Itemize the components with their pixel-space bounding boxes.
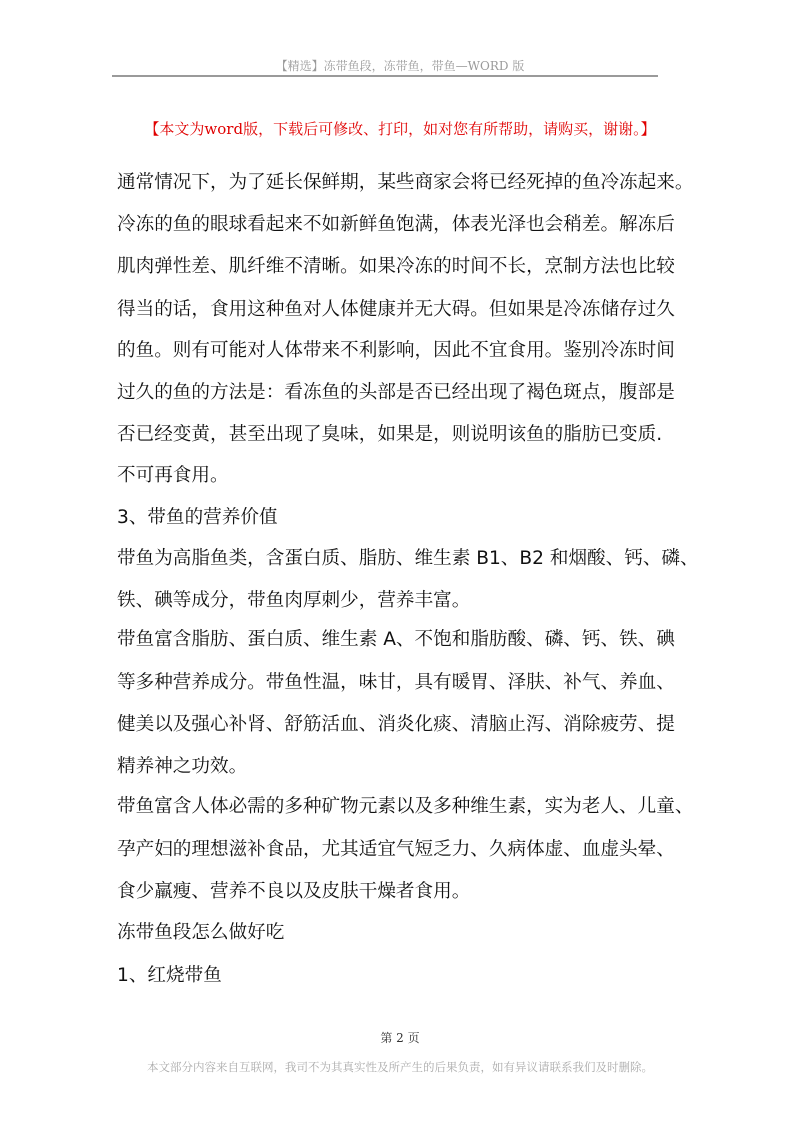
body-text-line: 冻带鱼段怎么做好吃: [117, 922, 285, 943]
body-text-line: 孕产妇的理想滋补食品，尤其适宜气短乏力、久病体虚、血虚头晕、: [117, 839, 675, 860]
page-header: 【精选】冻带鱼段，冻带鱼，带鱼—WORD 版: [275, 59, 525, 73]
page-number: 第 2 页: [380, 1031, 420, 1045]
body-text-line: 精养神之功效。: [117, 756, 248, 777]
body-text-line: 肌肉弹性差、肌纤维不清晰。如果冷冻的时间不长，烹制方法也比较: [117, 256, 675, 277]
body-text-line: 过久的鱼的方法是：看冻鱼的头部是否已经出现了褐色斑点，腹部是: [117, 382, 675, 403]
body-text-line: 不可再食用。: [117, 465, 229, 486]
body-text-line: 得当的话，食用这种鱼对人体健康并无大碍。但如果是冷冻储存过久: [117, 299, 675, 320]
body-text-line: 冷冻的鱼的眼球看起来不如新鲜鱼饱满，体表光泽也会稍差。解冻后: [117, 214, 675, 235]
body-text-line: 健美以及强心补肾、舒筋活血、消炎化痰、清脑止泻、消除疲劳、提: [117, 714, 675, 735]
body-text-line: 1、红烧带鱼: [117, 965, 222, 986]
body-text-line: 3、带鱼的营养价值: [117, 507, 278, 528]
body-text-line: 等多种营养成分。带鱼性温，味甘，具有暖胃、泽肤、补气、养血、: [117, 672, 675, 693]
body-text-line: 铁、碘等成分，带鱼肉厚刺少，营养丰富。: [117, 590, 471, 611]
body-text-line: 带鱼为高脂鱼类，含蛋白质、脂肪、维生素 B1、B2 和烟酸、钙、磷、: [117, 548, 699, 569]
body-text-line: 通常情况下，为了延长保鲜期，某些商家会将已经死掉的鱼冷冻起来。: [117, 172, 694, 193]
body-text-line: 食少羸瘦、营养不良以及皮肤干燥者食用。: [117, 881, 471, 902]
body-text-line: 否已经变黄，甚至出现了臭味，如果是，则说明该鱼的脂肪已变质.: [117, 424, 663, 445]
body-text-line: 带鱼富含人体必需的多种矿物元素以及多种维生素，实为老人、儿童、: [117, 796, 694, 817]
body-text-line: 带鱼富含脂肪、蛋白质、维生素 A、不饱和脂肪酸、磷、钙、铁、碘: [117, 629, 675, 650]
body-text-line: 的鱼。则有可能对人体带来不利影响，因此不宜食用。鉴别冷冻时间: [117, 340, 675, 361]
header-divider: [112, 75, 658, 77]
purchase-notice: 【本文为word版，下载后可修改、打印，如对您有所帮助，请购买，谢谢。】: [144, 120, 656, 138]
page-footer: 本文部分内容来自互联网，我司不为其真实性及所产生的后果负责，如有异议请联系我们及时删除。: [147, 1060, 653, 1074]
